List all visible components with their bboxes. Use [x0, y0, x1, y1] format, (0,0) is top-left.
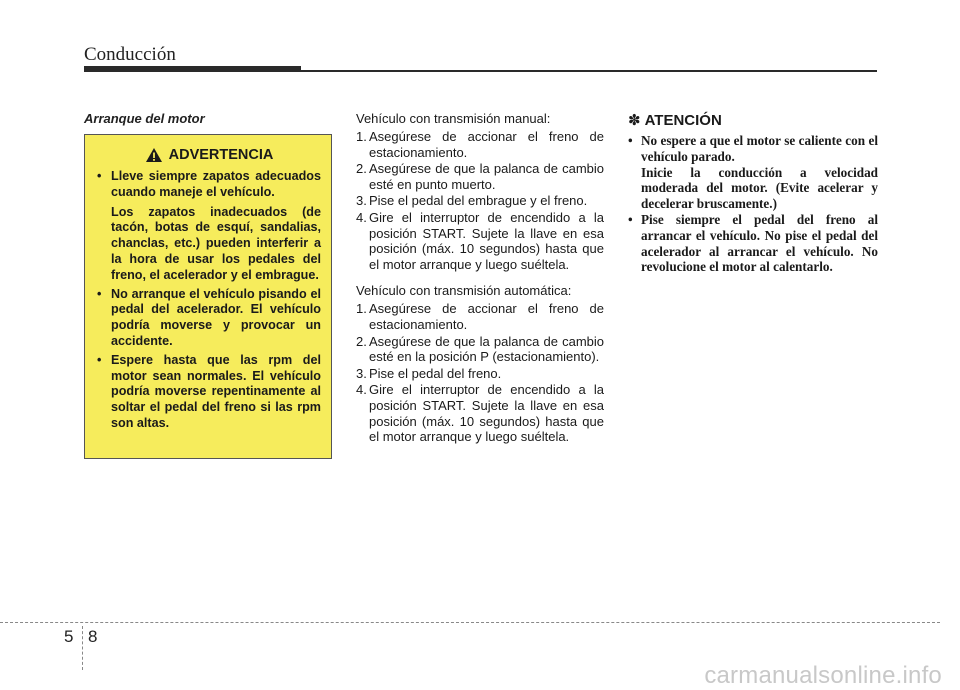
step-number: 1. — [356, 129, 367, 144]
page-section-number: 5 — [64, 627, 74, 646]
step-item — [356, 193, 604, 209]
step-number: 1. — [356, 301, 367, 317]
watermark: carmanualsonline.info — [704, 662, 942, 689]
footer-dashed-rule — [0, 622, 940, 623]
section-title: Arranque del motor — [84, 111, 205, 126]
step-number: 4. — [356, 209, 367, 225]
step-text: Asegúrese de que la palanca de cambio esté en la posición P (estacionamiento). — [369, 333, 604, 365]
warning-item — [97, 353, 321, 432]
warning-box — [84, 134, 332, 459]
warning-item-text: No arranque el vehículo pisando el pedal del acelerador. El vehículo podría moverse y provocar un accidente. — [111, 286, 321, 348]
bullet: • — [97, 286, 102, 301]
attention-title: ATENCIÓN — [644, 111, 722, 129]
page-number: 8 — [88, 627, 98, 646]
attention-star-icon: ✽ — [628, 112, 641, 129]
warning-item — [97, 169, 321, 284]
step-number: 2. — [356, 161, 367, 177]
bullet: • — [97, 169, 102, 183]
warning-triangle-icon — [145, 147, 163, 163]
page-header-title: Conducción — [84, 44, 176, 65]
warning-item-text: Lleve siempre zapatos adecuados cuando maneje el vehículo. — [111, 169, 321, 199]
warning-item-text: Espere hasta que las rpm del motor sean normales. El vehículo podría moverse repentinamente al soltar el pedal del freno si las rpm son altas. — [111, 352, 321, 430]
header-bar-thick — [84, 66, 301, 72]
warning-title: ADVERTENCIA — [168, 147, 274, 163]
manual-title: Vehículo con transmisión manual: — [356, 111, 551, 126]
step-item — [356, 210, 604, 272]
step-text: Asegúrese de accionar el freno de estacionamiento. — [369, 129, 604, 160]
attention-header — [628, 111, 878, 129]
attention-list — [628, 133, 878, 275]
step-number: 4. — [356, 382, 367, 398]
step-item — [356, 366, 604, 382]
warning-header — [97, 147, 321, 163]
attention-item-text: No espere a que el motor se caliente con el vehículo parado. — [641, 133, 878, 164]
step-number: 3. — [356, 365, 367, 381]
warning-item — [97, 287, 321, 350]
attention-item — [628, 212, 878, 275]
step-text: Asegúrese de accionar el freno de estacionamiento. — [369, 301, 604, 332]
attention-item — [628, 133, 878, 212]
step-text: Gire el interruptor de encendido a la posición START. Sujete la llave en esa posición (máx. 10 segundos) hasta que el motor arranque y luego suéltela. — [369, 382, 604, 445]
step-text: Pise el pedal del freno. — [369, 365, 502, 381]
step-item — [356, 129, 604, 160]
step-item — [356, 334, 604, 365]
attention-item-text: Pise siempre el pedal del freno al arrancar el vehículo. No pise el pedal del acelerador al arrancar el vehículo. No revolucione el motor al calentarlo. — [641, 211, 878, 275]
step-number: 2. — [356, 333, 367, 349]
procedure-column — [356, 111, 604, 456]
automatic-title: Vehículo con transmisión automática: — [356, 283, 572, 299]
warning-item-extra: Los zapatos inadecuados (de tacón, botas de esquí, sandalias, chanclas, etc.) pueden interferir a la hora de usar los pedales del freno, el acelerador y el embrague. — [111, 204, 321, 282]
bullet: • — [628, 211, 633, 227]
step-number: 3. — [356, 193, 367, 209]
manual-steps — [356, 129, 604, 272]
header-bar-thin — [301, 70, 877, 72]
step-text: Gire el interruptor de encendido a la posición START. Sujete la llave en esa posición (máx. 10 segundos) hasta que el motor arranque y luego suéltela. — [369, 209, 604, 272]
step-text: Asegúrese de que la palanca de cambio esté en punto muerto. — [369, 161, 604, 192]
step-item — [356, 382, 604, 444]
bullet: • — [97, 352, 102, 367]
warning-list — [97, 169, 321, 432]
attention-column — [628, 111, 878, 275]
attention-item-extra: Inicie la conducción a velocidad moderada del motor. (Evite acelerar y decelerar bruscamente.) — [641, 164, 878, 212]
bullet: • — [628, 133, 633, 148]
automatic-steps — [356, 301, 604, 444]
step-item — [356, 161, 604, 192]
step-text: Pise el pedal del embrague y el freno. — [369, 193, 588, 209]
footer-vertical-dashed-rule — [82, 626, 83, 670]
step-item — [356, 301, 604, 332]
